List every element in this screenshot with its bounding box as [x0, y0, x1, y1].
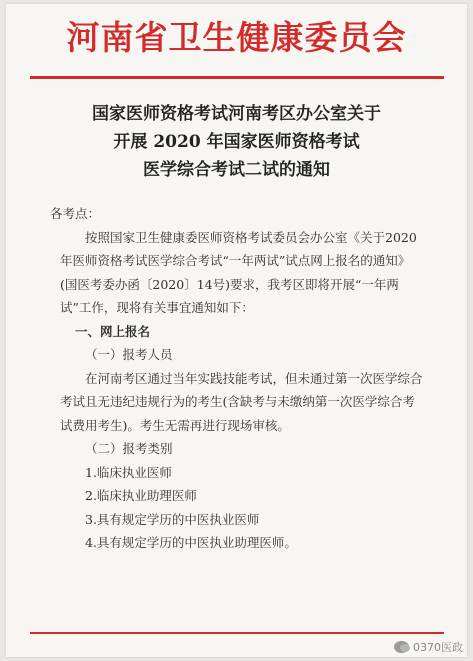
applicants-paragraph: 在河南考区通过当年实践技能考试，但未通过第一次医学综合考试且无违纪违规行为的考生(含缺考与未缴纳第一次医学综合考试费用考生)。考生无需再进行现场审核。	[60, 370, 423, 433]
letterhead-divider	[30, 76, 444, 79]
title-line-1: 国家医师资格考试河南考区办公室关于	[92, 104, 381, 124]
document-body	[50, 202, 425, 555]
intro-paragraph: 按照国家卫生健康委医师资格考试委员会办公室《关于2020年医师资格考试医学综合考试“一年两试”试点网上报名的通知》(国医考委办函〔2020〕14号)要求，我考区即将开展“一年两试”工作，现将有关事宜通知如下：	[60, 229, 417, 315]
title-line-2: 开展 2020 年国家医师资格考试	[113, 132, 360, 152]
category-item: 2.临床执业助理医师	[85, 488, 197, 503]
footer-divider	[30, 632, 444, 634]
subsection-heading-applicants: （一）报考人员	[85, 347, 173, 362]
watermark-label: 0370医政	[413, 641, 463, 654]
salutation: 各考点：	[50, 206, 101, 221]
subsection-heading-categories: （二）报考类别	[85, 441, 173, 456]
category-item: 3.具有规定学历的中医执业医师	[85, 511, 260, 527]
title-line-3: 医学综合考试二试的通知	[143, 160, 330, 180]
category-item: 4.具有规定学历的中医执业助理医师。	[85, 535, 297, 550]
document-title	[6, 100, 467, 184]
category-item: 1.临床执业医师	[85, 464, 172, 480]
wechat-icon	[394, 641, 409, 653]
section-heading-online-registration: 一、网上报名	[75, 323, 151, 339]
org-letterhead: 河南省卫生健康委员会	[66, 18, 407, 57]
watermark	[394, 639, 463, 655]
document-page	[6, 4, 467, 657]
